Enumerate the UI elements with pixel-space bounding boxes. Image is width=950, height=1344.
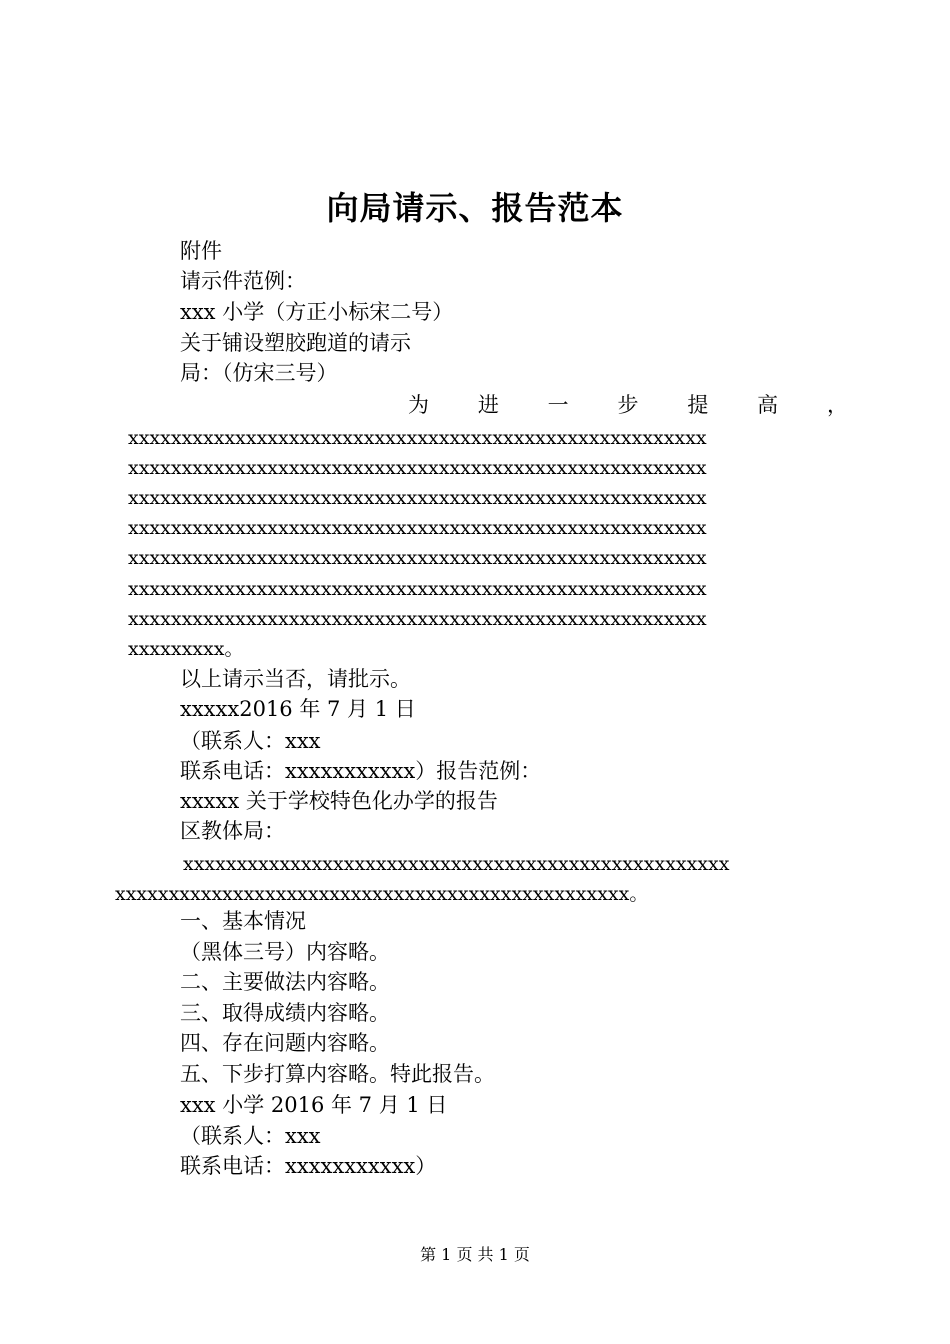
section-heading: 五、下步打算内容略。特此报告。 bbox=[180, 1062, 495, 1086]
spread-char: 提 bbox=[687, 393, 709, 417]
section-heading: 二、主要做法内容略。 bbox=[180, 970, 390, 994]
placeholder-text-row: xxxxxxxxxxxxxxxxxxxxxxxxxxxxxxxxxxxxxxxxxxxxxxxxxxxxxx bbox=[128, 457, 707, 479]
section-content: （黑体三号）内容略。 bbox=[180, 940, 390, 964]
request-subject-line: 关于铺设塑胶跑道的请示 bbox=[180, 331, 411, 355]
contact-person-line: （联系人：xxx bbox=[180, 729, 321, 753]
placeholder-text-end: xxxxxxxxx。 bbox=[128, 638, 244, 660]
date-line: xxxxx2016 年 7 月 1 日 bbox=[180, 697, 416, 721]
report-title-line: xxxxx 关于学校特色化办学的报告 bbox=[180, 789, 498, 813]
contact-person-line: （联系人：xxx bbox=[180, 1124, 321, 1148]
spread-text-line bbox=[408, 390, 848, 420]
spread-char: 步 bbox=[617, 393, 639, 417]
spread-char: 一 bbox=[547, 393, 569, 417]
placeholder-text-row: xxxxxxxxxxxxxxxxxxxxxxxxxxxxxxxxxxxxxxxxxxxxxxxxxxxxxx bbox=[128, 578, 707, 600]
closing-request-line: 以上请示当否，请批示。 bbox=[180, 667, 411, 691]
spread-char: ， bbox=[826, 393, 848, 417]
spread-char: 为 bbox=[408, 393, 429, 417]
spread-char: 高 bbox=[757, 393, 779, 417]
spread-char: 进 bbox=[477, 393, 499, 417]
contact-phone-line: 联系电话：xxxxxxxxxxx） bbox=[180, 1154, 437, 1178]
recipient-line: 局：（仿宋三号） bbox=[180, 361, 338, 385]
placeholder-text-row: xxxxxxxxxxxxxxxxxxxxxxxxxxxxxxxxxxxxxxxxxxxxxxxxxxxxxx bbox=[128, 427, 707, 449]
school-name-line: xxx 小学（方正小标宋二号） bbox=[180, 300, 454, 324]
section-heading: 一、基本情况 bbox=[180, 909, 306, 933]
placeholder-text-row: xxxxxxxxxxxxxxxxxxxxxxxxxxxxxxxxxxxxxxxxxxxxxxxxxxxxxx bbox=[128, 608, 707, 630]
section-heading: 四、存在问题内容略。 bbox=[180, 1031, 390, 1055]
placeholder-text-row: xxxxxxxxxxxxxxxxxxxxxxxxxxxxxxxxxxxxxxxxxxxxxxxxxxxxxx bbox=[128, 487, 707, 509]
attachment-label: 附件 bbox=[180, 239, 222, 263]
date-line: xxx 小学 2016 年 7 月 1 日 bbox=[180, 1093, 448, 1117]
report-recipient-line: 区教体局： bbox=[180, 819, 285, 843]
document-title: 向局请示、报告范本 bbox=[326, 189, 624, 227]
placeholder-text-end: xxxxxxxxxxxxxxxxxxxxxxxxxxxxxxxxxxxxxxxxxxxxxxxx。 bbox=[115, 883, 649, 905]
section-heading: 三、取得成绩内容略。 bbox=[180, 1001, 390, 1025]
page-footer: 第 1 页 共 1 页 bbox=[420, 1245, 530, 1264]
request-example-heading: 请示件范例： bbox=[180, 269, 306, 293]
placeholder-text-row: xxxxxxxxxxxxxxxxxxxxxxxxxxxxxxxxxxxxxxxxxxxxxxxxxxxxxx bbox=[128, 547, 707, 569]
contact-phone-line: 联系电话：xxxxxxxxxxx）报告范例： bbox=[180, 759, 542, 783]
placeholder-text-row: xxxxxxxxxxxxxxxxxxxxxxxxxxxxxxxxxxxxxxxxxxxxxxxxxxxxxx bbox=[128, 517, 707, 539]
placeholder-text-row: xxxxxxxxxxxxxxxxxxxxxxxxxxxxxxxxxxxxxxxxxxxxxxxxxxx bbox=[183, 853, 730, 875]
